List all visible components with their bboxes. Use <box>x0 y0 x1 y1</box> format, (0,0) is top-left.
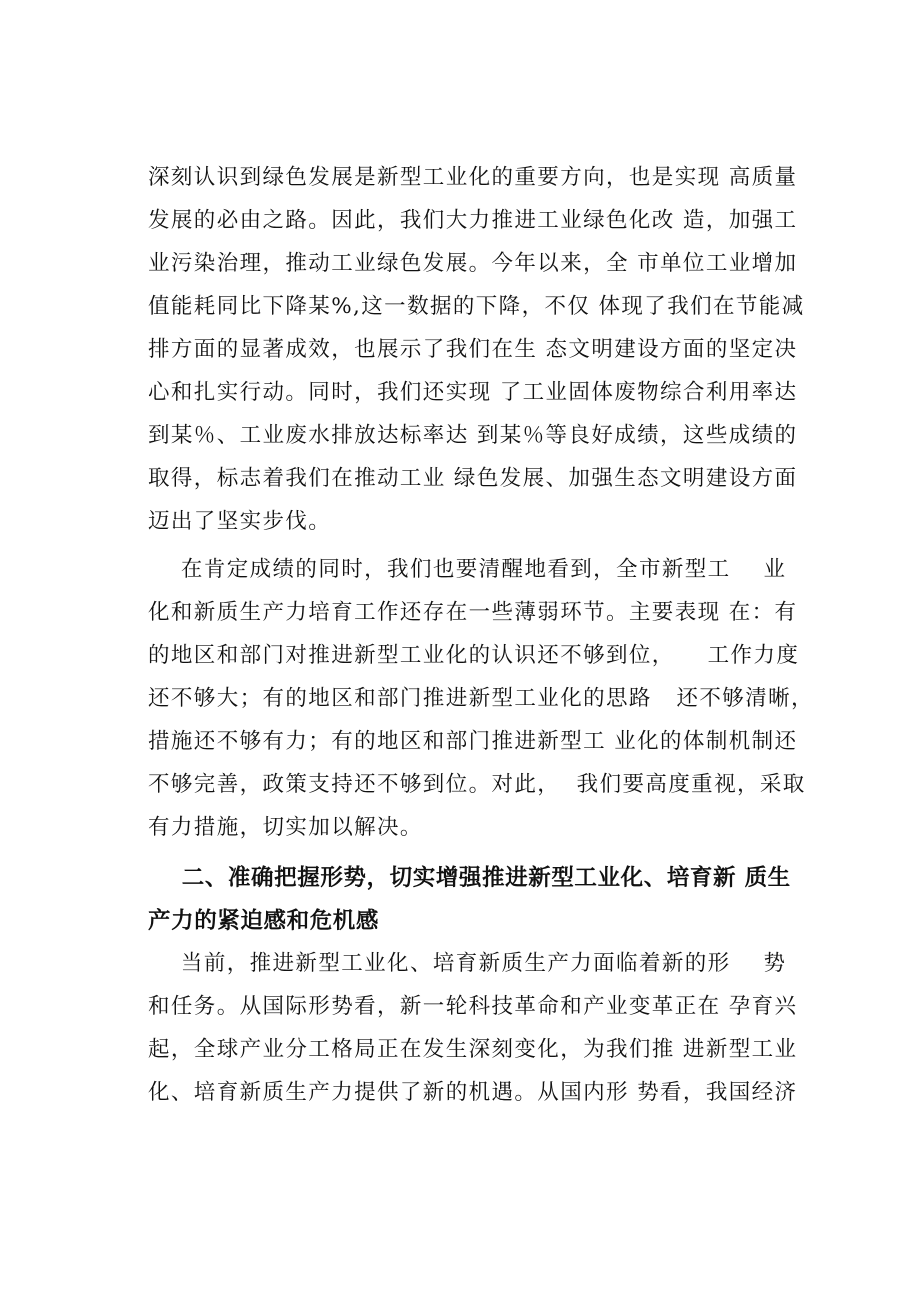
text-line: 发展的必由之路。因此，我们大力推进工业绿色化改 造，加强工 <box>148 208 798 233</box>
text-line: 的地区和部门对推进新型工业化的认识还不够到位， 工作力度 <box>148 643 800 668</box>
text-line: 业污染治理，推动工业绿色发展。今年以来，全 市单位工业增加 <box>148 251 798 276</box>
heading-line: 二、准确把握形势，切实增强推进新型工业化、培育新 质生 <box>148 865 791 891</box>
text-line: 和任务。从国际形势看，新一轮科技革命和产业变革正在 孕育兴 <box>148 994 798 1019</box>
text-line: 取得，标志着我们在推动工业 绿色发展、加强生态文明建设方面 <box>148 466 798 491</box>
text-line: 有力措施，切实加以解决。 <box>148 815 423 840</box>
text-line: 化和新质生产力培育工作还存在一些薄弱环节。主要表现 在：有 <box>148 600 798 625</box>
heading-line: 产力的紧迫感和危机感 <box>148 908 380 934</box>
text-line: 迈出了坚实步伐。 <box>148 509 332 534</box>
text-line: 值能耗同比下降某%,这一数据的下降，不仅 体现了我们在节能减 <box>148 294 805 319</box>
text-line: 当前，推进新型工业化、培育新质生产力面临着新的形 势 <box>148 951 787 976</box>
text-line: 化、培育新质生产力提供了新的机遇。从国内形 势看，我国经济 <box>148 1080 798 1105</box>
text-line: 措施还不够有力；有的地区和部门推进新型工 业化的体制机制还 <box>148 729 798 754</box>
text-line: 排方面的显著成效，也展示了我们在生 态文明建设方面的坚定决 <box>148 337 798 362</box>
text-line: 还不够大；有的地区和部门推进新型工业化的思路 还不够清晰， <box>148 686 814 711</box>
text-line: 不够完善，政策支持还不够到位。对此， 我们要高度重视，采取 <box>148 772 806 797</box>
text-line: 在肯定成绩的同时，我们也要清醒地看到，全市新型工 业 <box>148 557 787 582</box>
text-line: 深刻认识到绿色发展是新型工业化的重要方向，也是实现 高质量 <box>148 165 798 190</box>
text-line: 起，全球产业分工格局正在发生深刻变化，为我们推 进新型工业 <box>148 1037 798 1062</box>
text-line: 到某％、工业废水排放达标率达 到某％等良好成绩，这些成绩的 <box>148 423 798 448</box>
text-line: 心和扎实行动。同时，我们还实现 了工业固体废物综合利用率达 <box>148 380 798 405</box>
